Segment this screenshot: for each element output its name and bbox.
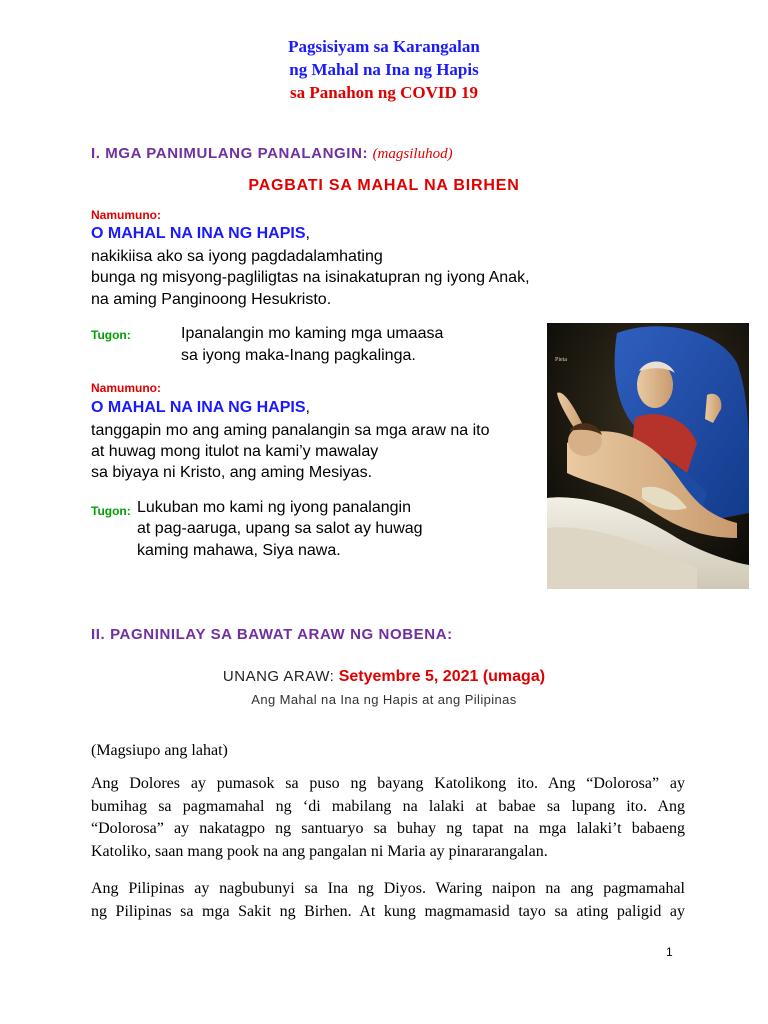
day-theme: Ang Mahal na Ina ng Hapis at ang Pilipinas bbox=[251, 692, 517, 707]
response-label: Tugon: bbox=[91, 328, 131, 342]
response-label: Tugon: bbox=[91, 504, 131, 518]
prayer-line: nakikiisa ako sa iyong pagdadalamhating bbox=[91, 248, 383, 265]
paragraph-line: Ang Dolores ay pumasok sa puso ng bayang Katolikong ito. Ang “Dolorosa” ay bbox=[91, 775, 685, 792]
invocation-comma: , bbox=[305, 225, 310, 242]
invocation-line bbox=[91, 399, 310, 417]
response-line: at pag-aaruga, upang sa salot ay huwag bbox=[137, 520, 423, 537]
paragraph-line: ng Pilipinas sa mga Sakit ng Birhen. At kung magmamasid tayo sa ating paligid ay bbox=[91, 902, 685, 920]
paragraph-line: Ang Pilipinas ay nagbubunyi sa Ina ng Diyos. Waring naipon na ang pagmamahal bbox=[91, 880, 685, 897]
kneel-instruction: (magsiluhod) bbox=[372, 146, 453, 162]
invocation-text: O MAHAL NA INA NG HAPIS bbox=[91, 225, 306, 242]
reflection-paragraph-2 bbox=[91, 878, 685, 923]
prayer-line: sa biyaya ni Kristo, ang aming Mesiyas. bbox=[91, 464, 373, 481]
invocation-line bbox=[91, 225, 310, 243]
prayer-line: bunga ng misyong-pagliligtas na isinakatupran ng iyong Anak, bbox=[91, 269, 530, 286]
response-line: sa iyong maka-Inang pagkalinga. bbox=[181, 347, 416, 364]
reflection-paragraph-1 bbox=[91, 773, 685, 863]
pieta-painting bbox=[547, 323, 749, 589]
leader-label: Namumuno: bbox=[91, 381, 161, 395]
prayer-line: na aming Panginoong Hesukristo. bbox=[91, 291, 332, 308]
painting-caption: Pieta bbox=[555, 357, 567, 363]
section-2-heading: II. PAGNINILAY SA BAWAT ARAW NG NOBENA: bbox=[91, 626, 453, 643]
response-line: Ipanalangin mo kaming mga umaasa bbox=[181, 325, 444, 342]
paragraph-line: “Dolorosa” ay nakatagpo ng santuaryo sa buhay ng tapat na mga lalaki’t babaeng bbox=[91, 820, 685, 837]
document-title-line-3: sa Panahon ng COVID 19 bbox=[290, 83, 478, 102]
paragraph-line: Katoliko, saan mang pook na ang pangalan ni Maria ay pinararangalan. bbox=[91, 842, 548, 860]
day-heading bbox=[0, 668, 768, 686]
response-line: kaming mahawa, Siya nawa. bbox=[137, 542, 341, 559]
prayer-line: tanggapin mo ang aming panalangin sa mga araw na ito bbox=[91, 422, 490, 439]
document-title-line-2: ng Mahal na Ina ng Hapis bbox=[289, 60, 479, 79]
document-title-line-1: Pagsisiyam sa Karangalan bbox=[288, 37, 480, 56]
section-1-heading-text: I. MGA PANIMULANG PANALANGIN: bbox=[91, 145, 369, 162]
day-date: Setyembre 5, 2021 (umaga) bbox=[338, 668, 546, 685]
paragraph-line: bumihag sa pagmamahal ng ‘di mabilang na lalaki at babae sa lupang ito. Ang bbox=[91, 797, 685, 815]
pieta-painting-image bbox=[547, 323, 749, 589]
day-label: UNANG ARAW: bbox=[222, 668, 335, 685]
leader-label: Namumuno: bbox=[91, 208, 161, 222]
page-number: 1 bbox=[666, 945, 673, 959]
section-1-heading bbox=[91, 145, 453, 163]
sitting-instruction: (Magsiupo ang lahat) bbox=[91, 742, 228, 759]
greeting-subheading bbox=[0, 177, 768, 195]
invocation-text: O MAHAL NA INA NG HAPIS bbox=[91, 399, 306, 416]
invocation-comma: , bbox=[305, 399, 310, 416]
prayer-line: at huwag mong itulot na kami’y mawalay bbox=[91, 443, 379, 460]
greeting-subheading-text: PAGBATI SA MAHAL NA BIRHEN bbox=[248, 177, 520, 194]
response-line: Lukuban mo kami ng iyong panalangin bbox=[137, 499, 411, 516]
